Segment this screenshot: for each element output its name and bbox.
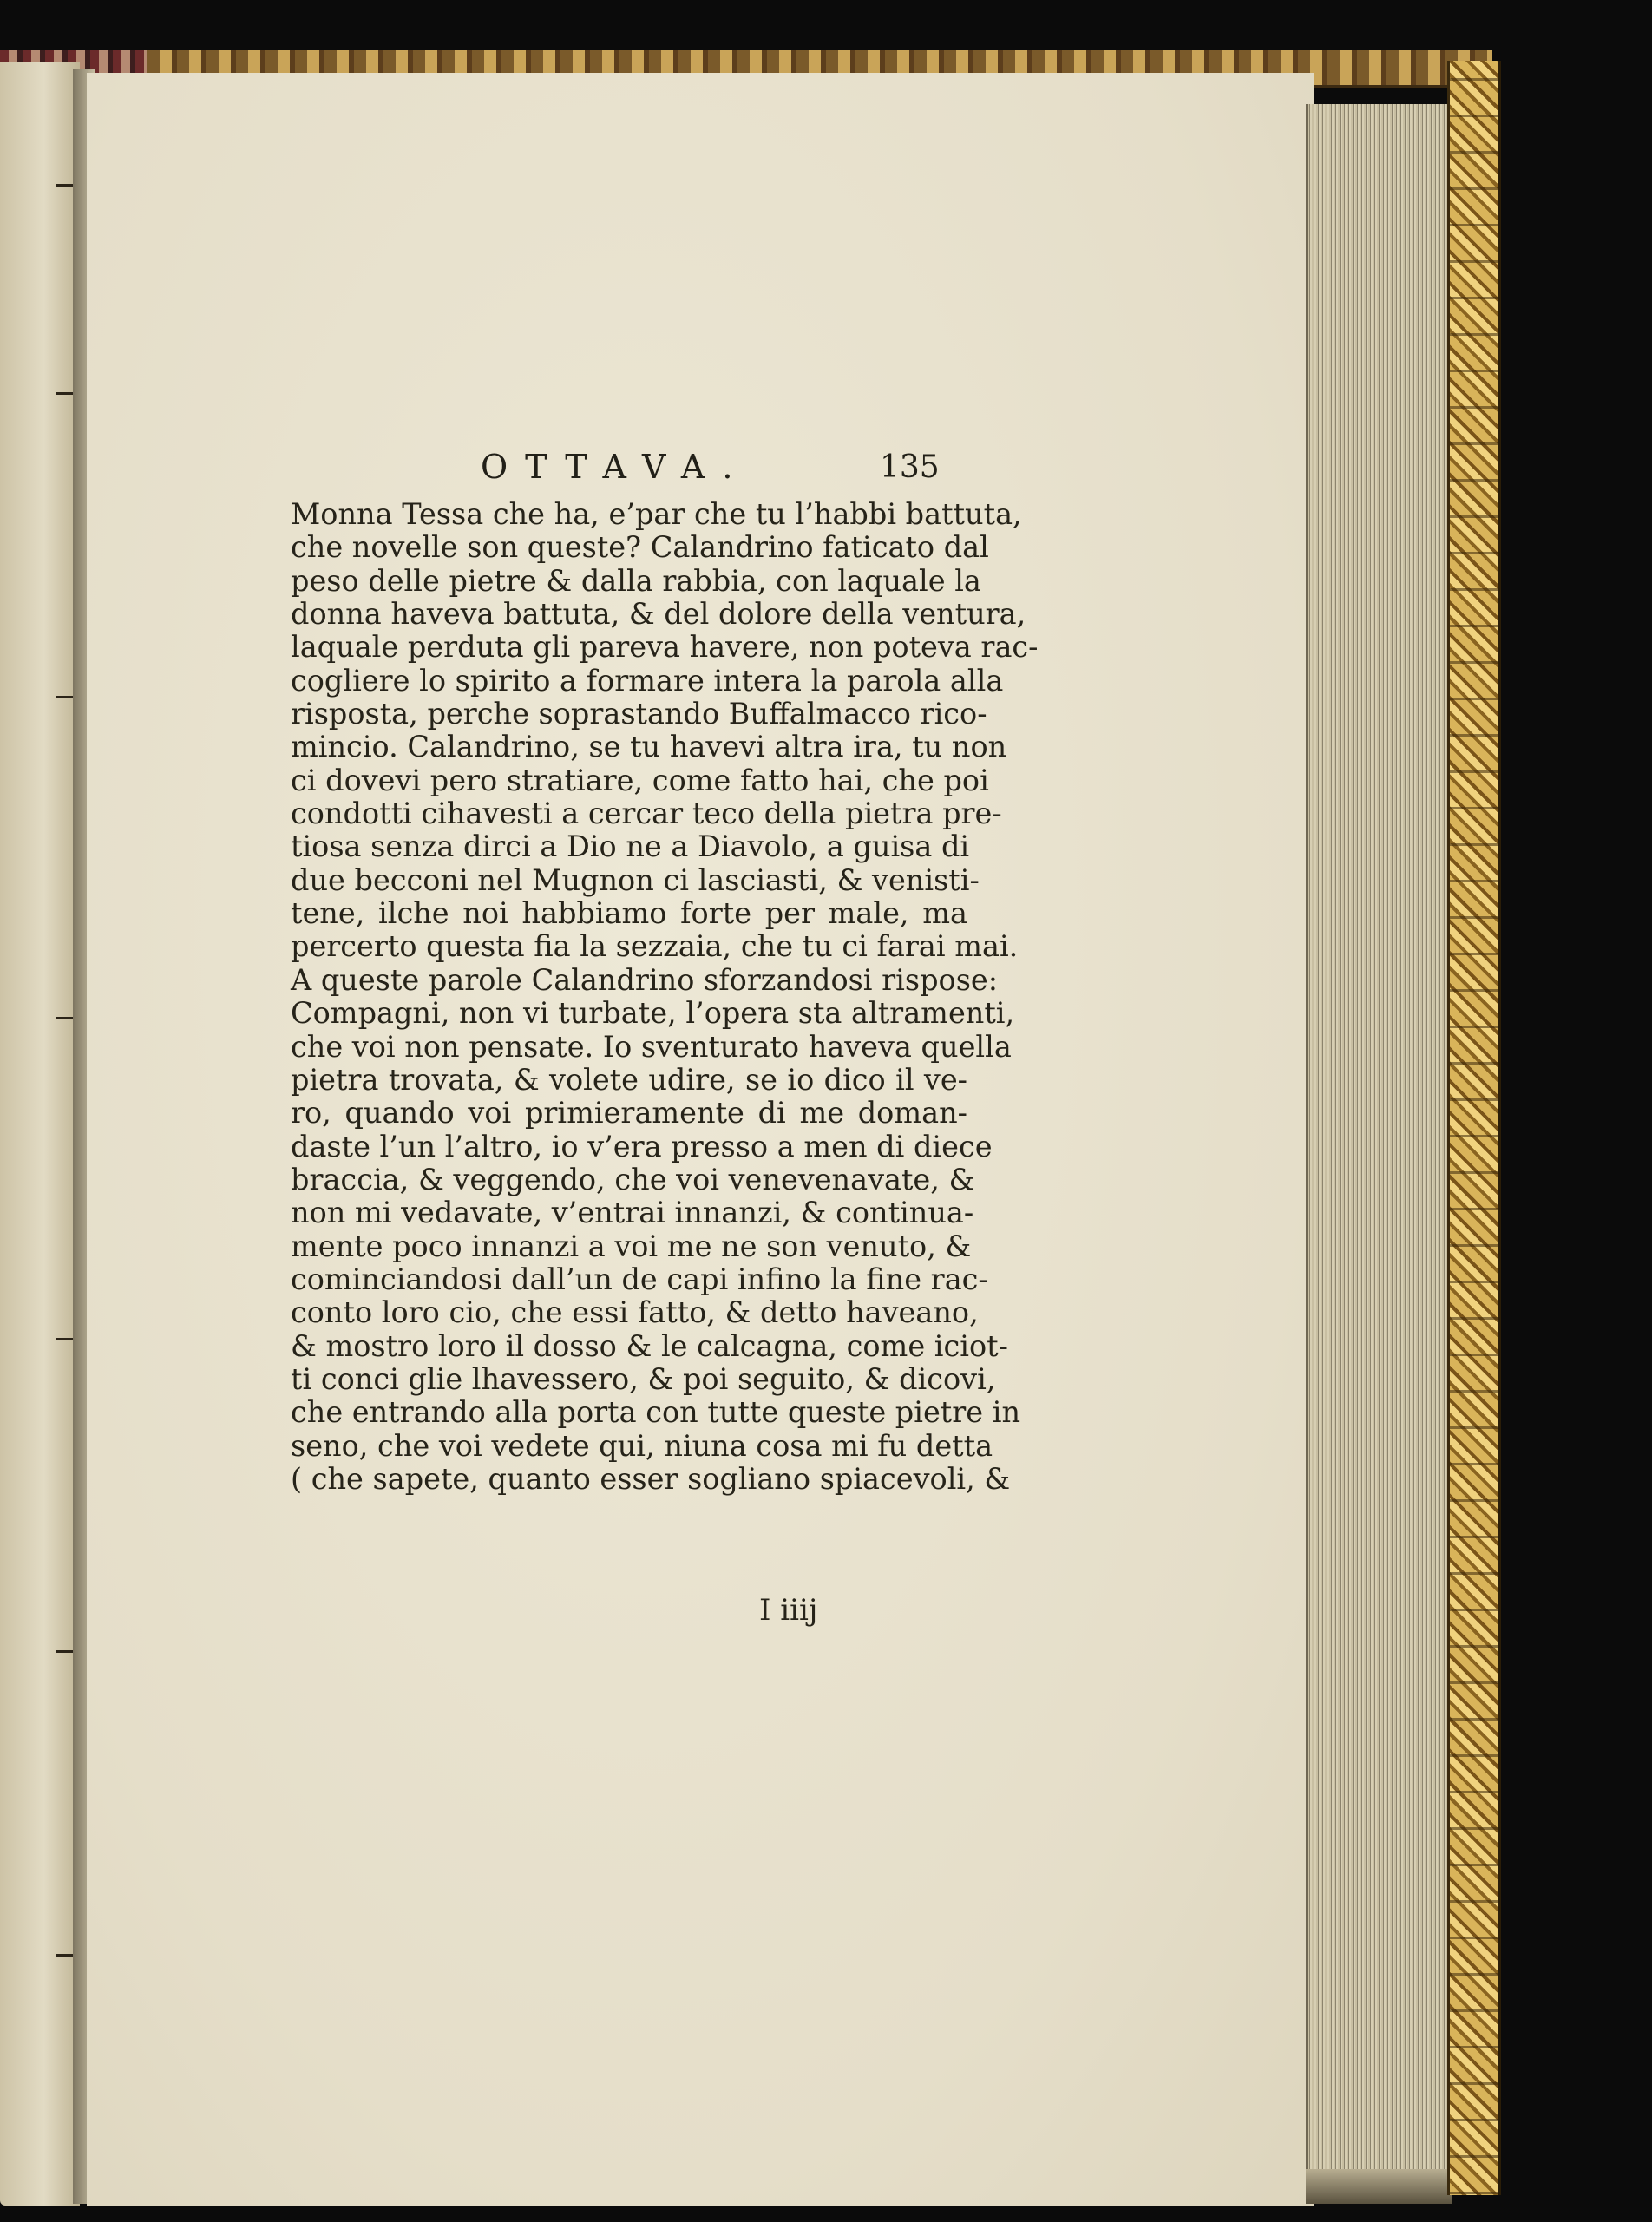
signature-mark: I iiij bbox=[759, 1593, 818, 1628]
text-line: ti conci glie lhavessero, & poi seguito, & dicovi, bbox=[291, 1361, 996, 1396]
text-line: donna haveva battuta, & del dolore della ventura, bbox=[291, 597, 1026, 632]
text-line: seno, che voi vedete qui, niuna cosa mi fu detta bbox=[291, 1428, 993, 1463]
text-line: mente poco innanzi a voi me ne son venuto, & bbox=[291, 1229, 972, 1263]
text-line: mincio. Calandrino, se tu havevi altra ira, tu non bbox=[291, 730, 1007, 764]
running-title: OTTAVA. bbox=[481, 448, 751, 486]
page-fore-edge-bottom bbox=[1306, 2169, 1452, 2204]
text-line: & mostro loro il dosso & le calcagna, come iciot- bbox=[291, 1328, 1008, 1363]
text-line: tene, ilche noi habbiamo forte per male, ma bbox=[291, 896, 967, 931]
text-line: che novelle son queste? Calandrino faticato dal bbox=[291, 530, 989, 565]
gilt-cover-edge bbox=[1447, 61, 1501, 2195]
text-line: ( che sapete, quanto esser sogliano spiacevoli, & bbox=[291, 1461, 1011, 1496]
text-line: due becconi nel Mugnon ci lasciasti, & venisti- bbox=[291, 862, 980, 897]
text-line: Monna Tessa che ha, e’par che tu l’habbi battuta, bbox=[291, 497, 1022, 531]
text-line: daste l’un l’altro, io v’era presso a men di diece bbox=[291, 1129, 993, 1163]
text-line: risposta, perche soprastando Buffalmacco rico- bbox=[291, 697, 987, 731]
text-line: condotti cihavesti a cercar teco della pietra pre- bbox=[291, 796, 1002, 831]
running-head bbox=[481, 448, 940, 500]
page-fore-edge bbox=[1306, 104, 1453, 2186]
text-line: A queste parole Calandrino sforzandosi rispose: bbox=[291, 962, 999, 997]
text-line: peso delle pietre & dalla rabbia, con laquale la bbox=[291, 563, 981, 598]
text-line: braccia, & veggendo, che voi venevenavate, & bbox=[291, 1162, 975, 1196]
text-line: non mi vedavate, v’entrai innanzi, & continua- bbox=[291, 1196, 974, 1230]
text-line: ci dovevi pero stratiare, come fatto hai, che poi bbox=[291, 763, 989, 797]
text-line: che entrando alla porta con tutte queste pietre in bbox=[291, 1395, 1021, 1430]
text-line: percerto questa fia la sezzaia, che tu ci farai mai. bbox=[291, 929, 1019, 964]
text-line: cogliere lo spirito a formare intera la parola alla bbox=[291, 663, 1004, 698]
text-line: che voi non pensate. Io sventurato haveva quella bbox=[291, 1029, 1012, 1064]
text-line: tiosa senza dirci a Dio ne a Diavolo, a guisa di bbox=[291, 829, 970, 864]
text-line: pietra trovata, & volete udire, se io dico il ve- bbox=[291, 1062, 967, 1097]
text-line: Compagni, non vi turbate, l’opera sta altramenti, bbox=[291, 996, 1015, 1031]
page-number: 135 bbox=[880, 449, 940, 485]
text-line: ro, quando voi primieramente di me doman- bbox=[291, 1096, 967, 1131]
body-text bbox=[291, 497, 1039, 1496]
text-line: cominciandosi dall’un de capi infino la fine rac- bbox=[291, 1262, 988, 1296]
facing-page-edge bbox=[0, 62, 80, 2206]
text-line: conto loro cio, che essi fatto, & detto haveano, bbox=[291, 1295, 979, 1330]
text-line: laquale perduta gli pareva havere, non poteva rac- bbox=[291, 630, 1039, 665]
